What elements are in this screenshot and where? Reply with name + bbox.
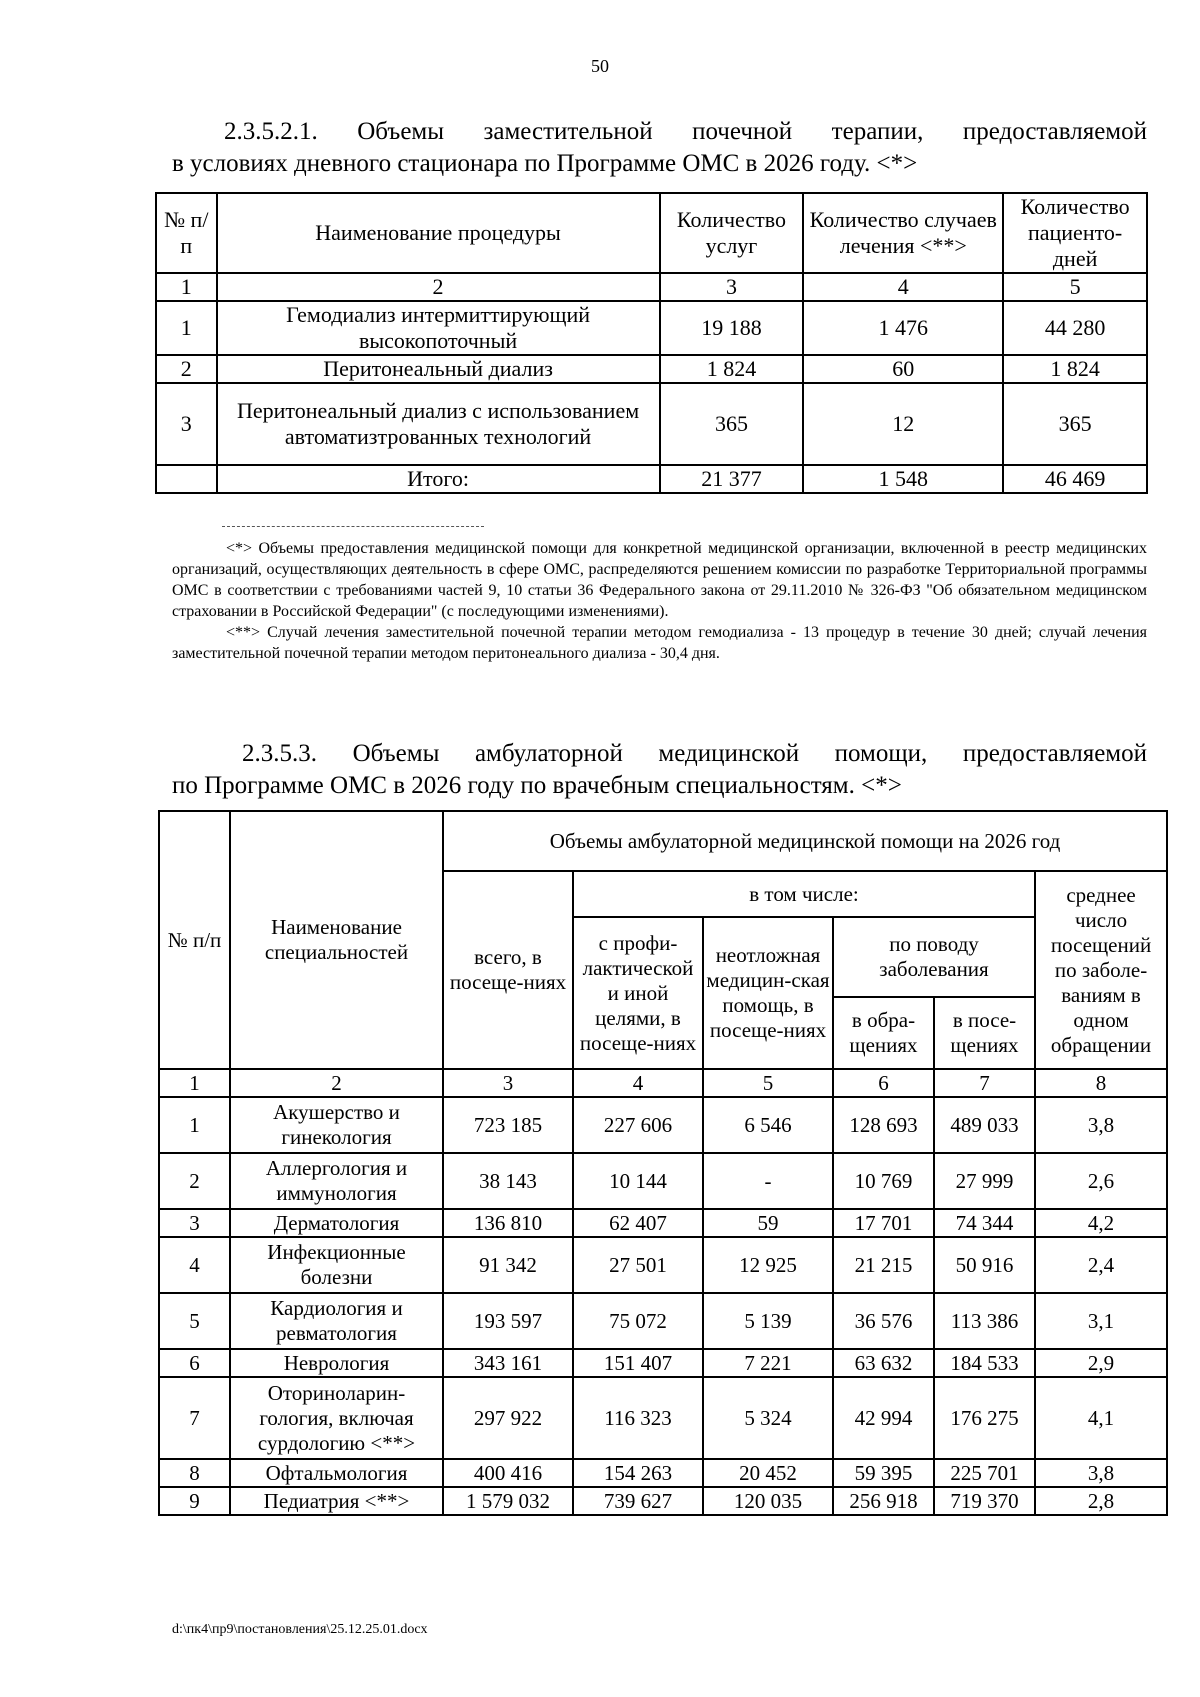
row-num: 8 [159, 1459, 230, 1487]
disease-visits: 225 701 [934, 1459, 1035, 1487]
col-number: 4 [573, 1069, 703, 1097]
col-number: 2 [230, 1069, 443, 1097]
procedure-name: Перитонеальный диализ с использованием автоматизтрованных технологий [217, 383, 660, 465]
heading-line: по Программе ОМС в 2026 году по врачебным специальностям. <*> [172, 772, 902, 799]
renal-therapy-table [155, 192, 1148, 494]
preventive-visits: 739 627 [573, 1487, 703, 1515]
services-count: 19 188 [660, 301, 804, 355]
header-cell: с профи-лактической и иной целями, в посеще-ниях [573, 917, 703, 1069]
total-visits: 136 810 [443, 1209, 573, 1237]
total-visits: 91 342 [443, 1237, 573, 1293]
header-cell: среднее число посещений по заболе-ваниям в одном обращении [1035, 871, 1167, 1069]
disease-appeals: 21 215 [833, 1237, 934, 1293]
table-row [159, 1153, 1167, 1209]
col-number: 5 [1003, 273, 1147, 301]
col-number: 2 [217, 273, 660, 301]
patient-days: 44 280 [1003, 301, 1147, 355]
avg-visits: 2,6 [1035, 1153, 1167, 1209]
avg-visits: 2,8 [1035, 1487, 1167, 1515]
avg-visits: 3,8 [1035, 1459, 1167, 1487]
specialty-name: Офтальмология [230, 1459, 443, 1487]
disease-appeals: 42 994 [833, 1377, 934, 1459]
avg-visits: 4,1 [1035, 1377, 1167, 1459]
disease-appeals: 10 769 [833, 1153, 934, 1209]
footnotes [172, 538, 1147, 664]
preventive-visits: 116 323 [573, 1377, 703, 1459]
preventive-visits: 75 072 [573, 1293, 703, 1349]
row-num: 5 [159, 1293, 230, 1349]
table-row [159, 1377, 1167, 1459]
cases-count: 12 [803, 383, 1003, 465]
disease-appeals: 59 395 [833, 1459, 934, 1487]
table-row [159, 1237, 1167, 1293]
cases-count: 60 [803, 355, 1003, 383]
row-num: 2 [159, 1153, 230, 1209]
preventive-visits: 151 407 [573, 1349, 703, 1377]
col-number: 1 [159, 1069, 230, 1097]
table-row [159, 1293, 1167, 1349]
col-number: 7 [934, 1069, 1035, 1097]
table-row [156, 301, 1147, 355]
total-visits: 297 922 [443, 1377, 573, 1459]
col-number: 5 [703, 1069, 833, 1097]
urgent-visits: 59 [703, 1209, 833, 1237]
avg-visits: 3,8 [1035, 1097, 1167, 1153]
preventive-visits: 62 407 [573, 1209, 703, 1237]
column-number-row [156, 273, 1147, 301]
disease-visits: 50 916 [934, 1237, 1035, 1293]
urgent-visits: 12 925 [703, 1237, 833, 1293]
specialty-name: Дерматология [230, 1209, 443, 1237]
header-cell: Наименование процедуры [217, 193, 660, 273]
patient-days: 1 824 [1003, 355, 1147, 383]
disease-appeals: 17 701 [833, 1209, 934, 1237]
total-row [156, 465, 1147, 493]
urgent-visits: 5 139 [703, 1293, 833, 1349]
disease-visits: 113 386 [934, 1293, 1035, 1349]
header-cell: неотложная медицин-ская помощь, в посеще-ниях [703, 917, 833, 1069]
disease-visits: 27 999 [934, 1153, 1035, 1209]
services-count: 21 377 [660, 465, 804, 493]
column-number-row [159, 1069, 1167, 1097]
avg-visits: 2,9 [1035, 1349, 1167, 1377]
disease-visits: 184 533 [934, 1349, 1035, 1377]
table-row [159, 1209, 1167, 1237]
table-row [156, 383, 1147, 465]
preventive-visits: 27 501 [573, 1237, 703, 1293]
table-row [159, 1097, 1167, 1153]
header-cell: № п/п [156, 193, 217, 273]
col-number: 3 [660, 273, 804, 301]
ambulatory-care-table [158, 810, 1168, 1516]
heading-line: 2.3.5.3. Объемы амбулаторной медицинской помощи, предоставляемой [242, 740, 1147, 767]
disease-appeals: 63 632 [833, 1349, 934, 1377]
total-label: Итого: [217, 465, 660, 493]
services-count: 1 824 [660, 355, 804, 383]
disease-visits: 489 033 [934, 1097, 1035, 1153]
table-row [159, 1349, 1167, 1377]
cases-count: 1 476 [803, 301, 1003, 355]
table-row [156, 355, 1147, 383]
urgent-visits: 7 221 [703, 1349, 833, 1377]
specialty-name: Педиатрия <**> [230, 1487, 443, 1515]
preventive-visits: 154 263 [573, 1459, 703, 1487]
header-cell: в обра-щениях [833, 997, 934, 1069]
total-visits: 193 597 [443, 1293, 573, 1349]
services-count: 365 [660, 383, 804, 465]
specialty-name: Аллергология и иммунология [230, 1153, 443, 1209]
col-number: 3 [443, 1069, 573, 1097]
urgent-visits: 120 035 [703, 1487, 833, 1515]
total-visits: 723 185 [443, 1097, 573, 1153]
header-cell: в посе-щениях [934, 997, 1035, 1069]
total-visits: 38 143 [443, 1153, 573, 1209]
heading-line: в условиях дневного стационара по Программе ОМС в 2026 году. <*> [172, 150, 918, 177]
row-num: 1 [156, 301, 217, 355]
header-cell: по поводу заболевания [833, 917, 1035, 997]
footnote: <*> Объемы предоставления медицинской помощи для конкретной медицинской организации, включенной в реестр медицинских организаций, осуществляющих деятельность в сфере ОМС, распределяются решением комиссии по разработке Территориальной программы ОМС в соответствии с требованиями частей 9, 10 статьи 36 Федерального закона от 29.11.2010 № 326-ФЗ "Об обязательном медицинском страховании в Российской Федерации" (с последующими изменениями). [172, 540, 1147, 620]
table-row [159, 1459, 1167, 1487]
col-number: 4 [803, 273, 1003, 301]
col-number: 1 [156, 273, 217, 301]
section-heading-ambulatory [172, 738, 1147, 802]
disease-visits: 176 275 [934, 1377, 1035, 1459]
header-cell: Объемы амбулаторной медицинской помощи на 2026 год [443, 811, 1167, 871]
page-number: 50 [591, 56, 609, 76]
col-number: 8 [1035, 1069, 1167, 1097]
procedure-name: Гемодиализ интермиттирующий высокопоточный [217, 301, 660, 355]
row-num: 6 [159, 1349, 230, 1377]
disease-appeals: 36 576 [833, 1293, 934, 1349]
table-row [159, 1487, 1167, 1515]
specialty-name: Оториноларин-гология, включая сурдологию <**> [230, 1377, 443, 1459]
total-visits: 1 579 032 [443, 1487, 573, 1515]
table-header-row [156, 193, 1147, 273]
cases-count: 1 548 [803, 465, 1003, 493]
procedure-name: Перитонеальный диализ [217, 355, 660, 383]
col-number: 6 [833, 1069, 934, 1097]
patient-days: 46 469 [1003, 465, 1147, 493]
row-num: 7 [159, 1377, 230, 1459]
section-heading-renal-therapy [172, 116, 1147, 180]
row-num: 1 [159, 1097, 230, 1153]
avg-visits: 3,1 [1035, 1293, 1167, 1349]
avg-visits: 4,2 [1035, 1209, 1167, 1237]
patient-days: 365 [1003, 383, 1147, 465]
total-visits: 400 416 [443, 1459, 573, 1487]
header-cell: Количество услуг [660, 193, 804, 273]
header-cell: Количество случаев лечения <**> [803, 193, 1003, 273]
footnote: <**> Случай лечения заместительной почечной терапии методом гемодиализа - 13 процедур в течение 30 дней; случай лечения заместительной почечной терапии методом перитонеального диализа - 30,4 дня. [172, 624, 1147, 662]
row-num: 4 [159, 1237, 230, 1293]
urgent-visits: 5 324 [703, 1377, 833, 1459]
row-num [156, 465, 217, 493]
preventive-visits: 10 144 [573, 1153, 703, 1209]
specialty-name: Кардиология и ревматология [230, 1293, 443, 1349]
header-cell: в том числе: [573, 871, 1035, 917]
heading-line: 2.3.5.2.1. Объемы заместительной почечной терапии, предоставляемой [224, 118, 1147, 145]
table-header-row [159, 811, 1167, 871]
file-path: d:\пк4\пр9\постановления\25.12.25.01.docx [172, 1622, 428, 1637]
disease-appeals: 256 918 [833, 1487, 934, 1515]
header-cell: № п/п [159, 811, 230, 1069]
row-num: 2 [156, 355, 217, 383]
footnote-separator [222, 526, 484, 527]
urgent-visits: 20 452 [703, 1459, 833, 1487]
avg-visits: 2,4 [1035, 1237, 1167, 1293]
row-num: 3 [156, 383, 217, 465]
specialty-name: Неврология [230, 1349, 443, 1377]
header-cell: Наименование специальностей [230, 811, 443, 1069]
disease-appeals: 128 693 [833, 1097, 934, 1153]
urgent-visits: - [703, 1153, 833, 1209]
specialty-name: Акушерство и гинекология [230, 1097, 443, 1153]
specialty-name: Инфекционные болезни [230, 1237, 443, 1293]
header-cell: Количество пациенто-дней [1003, 193, 1147, 273]
row-num: 3 [159, 1209, 230, 1237]
urgent-visits: 6 546 [703, 1097, 833, 1153]
row-num: 9 [159, 1487, 230, 1515]
header-cell: всего, в посеще-ниях [443, 871, 573, 1069]
disease-visits: 74 344 [934, 1209, 1035, 1237]
disease-visits: 719 370 [934, 1487, 1035, 1515]
preventive-visits: 227 606 [573, 1097, 703, 1153]
total-visits: 343 161 [443, 1349, 573, 1377]
